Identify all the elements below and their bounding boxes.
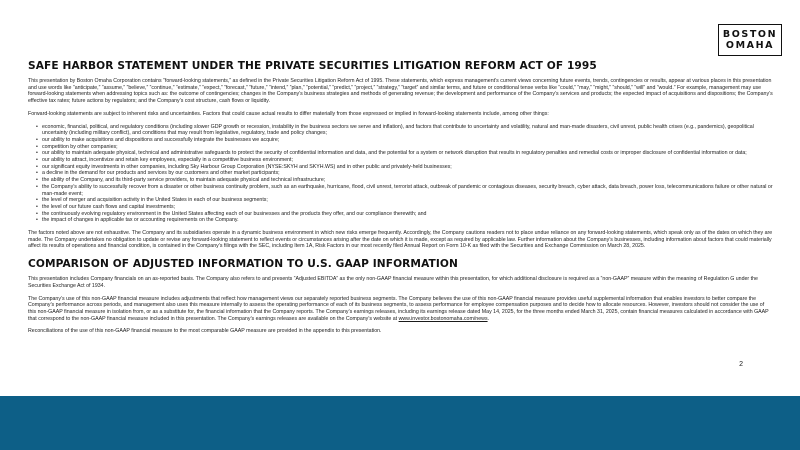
list-item: • our significant equity investments in other companies, including Sky Harbour Group Corporation (NYSE:SKYH and SKYH.WS) and in other public and privately-held businesses; bbox=[38, 164, 773, 171]
gaap-details bbox=[28, 296, 773, 323]
safe-harbor-title: SAFE HARBOR STATEMENT UNDER THE PRIVATE SECURITIES LITIGATION REFORM ACT OF 1995 bbox=[28, 60, 597, 72]
gaap-details-end: . bbox=[487, 315, 490, 322]
list-item: • the ability of the Company, and its third-party service providers, to maintain adequate physical and technical infrastructure; bbox=[38, 177, 773, 184]
list-item: • our ability to maintain adequate physical, technical and administrative safeguards to protect the security of confidential information and data, and the potential for a system or network disruption that results in regulatory penalties and remedial costs or improper disclosure of confidential information or data; bbox=[38, 150, 773, 157]
list-item: • the level of our future cash flows and capital investments; bbox=[38, 204, 773, 211]
gaap-comparison-title: COMPARISON OF ADJUSTED INFORMATION TO U.S. GAAP INFORMATION bbox=[28, 258, 458, 271]
list-item: • economic, financial, political, and regulatory conditions (including slower GDP growth or recession, instability in the business sectors we serve and inflation), and factors that contribute to uncertainty and volatility, natural and man-made disasters, civil unrest, public health crises (e.g., pandemics), geopolitical uncertainty (including military conflict), and conditions that may result from legislative, regulatory, trade and policy changes; bbox=[38, 124, 773, 137]
list-item: • our ability to make acquisitions and dispositions and successfully integrate the businesses we acquire; bbox=[38, 137, 773, 144]
logo-line-1: BOSTON bbox=[722, 29, 778, 40]
investor-news-link[interactable]: www.investor.bostonomaha.com/news bbox=[398, 315, 488, 322]
gaap-details-text: The Company’s use of this non-GAAP financial measure includes adjustments that reflect how management views our separately reported business segments. The Company believes the use of this non-GAAP financial measure provides useful supplemental information that enables investors to better compare the Company’s performance across periods, and management also uses this measure internally to assess the operating performance of each of its business segments, to assess performance for employee compensation purposes and to decide how to allocate resources. However, investors should not consider the use of this non-GAAP financial measure in isolation from, or as a substitute for, the financial information that the Company reports. The Company’s earnings releases, including its earnings release dated May 14, 2025, for the three months ended March 31, 2025, contain financial measures calculated in accordance with GAAP that correspond to the non-GAAP financial measure included in this presentation. The Company’s earnings releases are available on the Company’s website at bbox=[28, 295, 769, 322]
safe-harbor-intro: This presentation by Boston Omaha Corporation contains “forward-looking statements,” as defined in the Private Securities Litigation Reform Act of 1995. These statements, which express management’s current views concerning future events, trends, contingencies or results, appear at various places in this presentation and use words like “anticipate,” “assume,” “believe,” “continue,” “estimate,” “expect,” “forecast,” “future,” “intend,” “plan,” “potential,” “predict,” “project,” “strategy,” “target” and similar terms, and future or conditional tense verbs like “could,” “may,” “might,” “should,” “will” and “would.” For example, management may use forward-looking statements when addressing topics such as: the outcome of contingencies; changes in the Company’s business strategies and methods of generating revenue; the development and performance of the Company’s services and products; the expected impact of acquisitions and dispositions; the Company’s effective tax rates; future actions by regulators; and the Company’s cost structure, cash flows or liquidity. bbox=[28, 78, 773, 105]
list-item: • our ability to attract, incentivize and retain key employees, especially in a competitive business environment; bbox=[38, 157, 773, 164]
list-item: • competition by other companies; bbox=[38, 144, 773, 151]
boston-omaha-logo bbox=[718, 24, 782, 56]
footer-bar bbox=[0, 361, 800, 450]
list-item: • the continuously evolving regulatory environment in the United States affecting each of our businesses and the products they offer, and our compliance therewith; and bbox=[38, 211, 773, 218]
list-item: • the Company’s ability to successfully recover from a disaster or other business continuity problem, such as an earthquake, hurricane, flood, civil unrest, terrorist attack, outbreak of pandemic or contagious diseases, security breach, cyber attack, data breach, power loss, telecommunications failure or other natural or man-made event; bbox=[38, 184, 773, 197]
slide-content bbox=[28, 60, 773, 341]
list-item: • a decline in the demand for our products and services by our customers and other market participants; bbox=[38, 170, 773, 177]
gaap-reconciliation: Reconciliations of the use of this non-GAAP financial measure to the most comparable GAAP measure are provided in the appendix to this presentation. bbox=[28, 328, 382, 335]
risk-factors-lead: Forward-looking statements are subject to inherent risks and uncertainties. Factors that could cause actual results to differ materially from those expressed or implied in forward-looking statements include, among other things: bbox=[28, 110, 549, 117]
list-item: • the impact of changes in applicable tax or accounting requirements on the Company. bbox=[38, 217, 773, 224]
page-number: 2 bbox=[739, 361, 743, 368]
logo-line-2: OMAHA bbox=[725, 40, 775, 51]
risk-factors-list bbox=[28, 124, 773, 225]
gaap-intro: This presentation includes Company financials on an as-reported basis. The Company also refers to and presents “Adjusted EBITDA” as the only non-GAAP financial measure within this presentation, for which additional disclosure is required as a “non-GAAP” measure within the meaning of Regulation G under the Securities Exchange Act of 1934. bbox=[28, 276, 758, 289]
safe-harbor-closing: The factors noted above are not exhaustive. The Company and its subsidiaries operate in a dynamic business environment in which new risks emerge frequently. Accordingly, the Company cautions readers not to place undue reliance on any forward-looking statements, which speak only as of the dates on which they are made. The Company undertakes no obligation to update or revise any forward-looking statement to reflect events or circumstances arising after the date on which it is made, except as required by applicable law. Further information about the Company’s businesses, including information about factors that could materially affect its results of operations and financial condition, is contained in the Company’s filings with the SEC, including Item 1A, Risk Factors in our most recently filed Annual Report on Form 10-K as filed with the Securities and Exchange Commission on March 28, 2025. bbox=[28, 230, 773, 250]
list-item: • the level of merger and acquisition activity in the United States in each of our business segments; bbox=[38, 197, 773, 204]
